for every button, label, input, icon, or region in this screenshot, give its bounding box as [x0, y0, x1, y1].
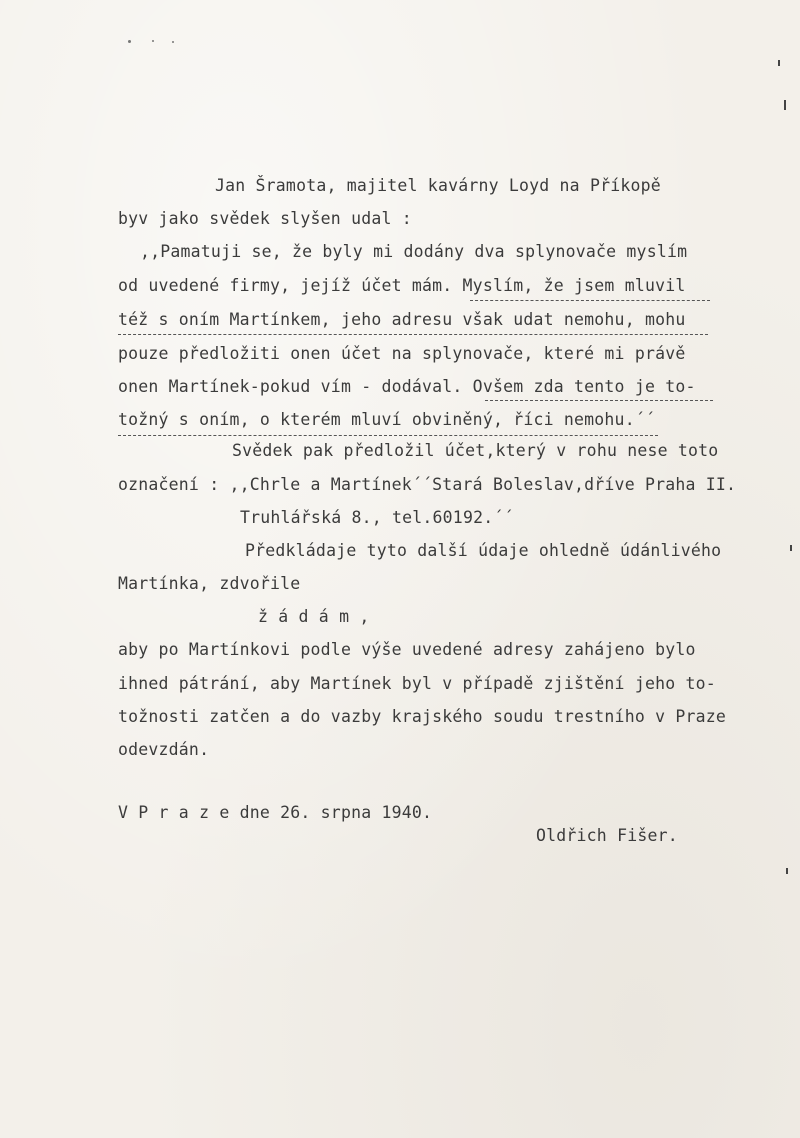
text-line: tožný s oním, o kterém mluví obviněný, říci nemohu.´´ [118, 410, 656, 429]
text-line: též s oním Martínkem, jeho adresu však udat nemohu, mohu [118, 310, 686, 329]
text-line: pouze předložiti onen účet na splynovače, které mi právě [118, 344, 686, 363]
text-line: od uvedené firmy, jejíž účet mám. Myslím, že jsem mluvil [118, 276, 686, 295]
edge-mark [784, 100, 786, 110]
text-line: Svědek pak předložil účet,který v rohu nese toto [232, 441, 719, 460]
edge-mark [790, 545, 792, 551]
signature-name: Oldřich Fišer. [536, 826, 678, 845]
place-date-line: V P r a z e dne 26. srpna 1940. [118, 803, 433, 822]
text-line: Martínka, zdvořile [118, 574, 301, 593]
edge-mark [786, 868, 788, 874]
text-line: byv jako svědek slyšen udal : [118, 209, 412, 228]
paper-speck [128, 40, 131, 43]
underline-rule [118, 334, 708, 335]
text-line: onen Martínek-pokud vím - dodával. Ovšem zda tento je to- [118, 377, 696, 396]
text-line: tožnosti zatčen a do vazby krajského soudu trestního v Praze [118, 707, 727, 726]
paper-speck [152, 40, 154, 42]
text-line: aby po Martínkovi podle výše uvedené adresy zahájeno bylo [118, 640, 696, 659]
paper-speck [172, 41, 174, 43]
text-line: ž á d á m , [258, 607, 370, 626]
text-line: ihned pátrání, aby Martínek byl v případě zjištění jeho to- [118, 674, 716, 693]
text-line: ,,Pamatuji se, že byly mi dodány dva splynovače myslím [140, 242, 688, 261]
underline-rule [485, 400, 713, 401]
text-line: Jan Šramota, majitel kavárny Loyd na Příkopě [215, 176, 661, 195]
bleed-through-text [40, 80, 57, 125]
edge-mark [778, 60, 780, 66]
text-line: odevzdán. [118, 740, 210, 759]
text-line: označení : ,,Chrle a Martínek´´Stará Boleslav,dříve Praha II. [118, 475, 737, 494]
underline-rule [470, 300, 710, 301]
underline-rule [118, 435, 658, 436]
text-line: Truhlářská 8., tel.60192.´´ [240, 508, 514, 527]
text-line: Předkládaje tyto další údaje ohledně údánlivého [245, 541, 722, 560]
